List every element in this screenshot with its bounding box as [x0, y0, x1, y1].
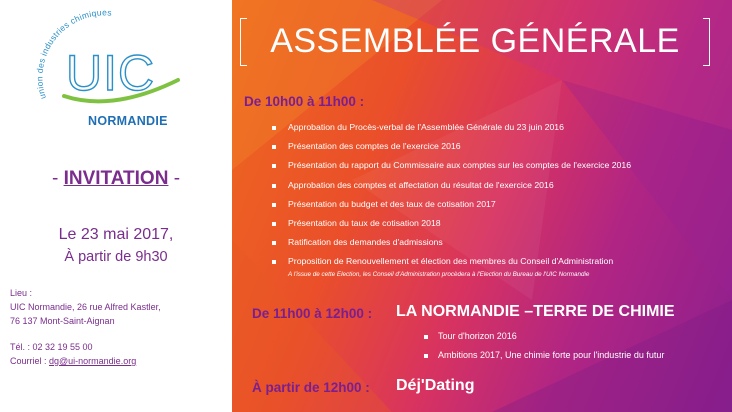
- left-panel: [0, 0, 232, 412]
- block2-list: [422, 327, 664, 365]
- lieu-label: Lieu :: [10, 288, 33, 298]
- block3-title: Déj'Dating: [396, 377, 475, 394]
- election-note: A l'issue de cette Election, les Conseil d'Administration procèdera à l'Election du Bureau de l'UIC Normandie: [288, 271, 590, 278]
- logo-region: NORMANDIE: [88, 114, 168, 128]
- agenda-title: ASSEMBLÉE GÉNÉRALE: [270, 22, 680, 60]
- title-frame: [240, 18, 710, 66]
- block3-time: À partir de 12h00 :: [252, 380, 370, 395]
- list-item: Approbation du Procès-verbal de l'Assemblée Générale du 23 juin 2016: [270, 118, 631, 137]
- list-item: Approbation des comptes et affectation du résultat de l'exercice 2016: [270, 176, 631, 195]
- phone: Tél. : 02 32 19 55 00: [10, 342, 93, 352]
- invitation-prefix: -: [51, 168, 64, 189]
- block2-title: LA NORMANDIE –TERRE DE CHIMIE: [396, 303, 675, 320]
- uic-logo: [18, 6, 208, 130]
- logo-letters: UIC: [66, 45, 156, 101]
- list-item: Ratification des demandes d'admissions: [270, 233, 631, 252]
- invitation-heading: [0, 168, 232, 190]
- event-date: Le 23 mai 2017,: [58, 226, 174, 243]
- address-line1: UIC Normandie, 26 rue Alfred Kastler,: [10, 302, 161, 312]
- invitation-suffix: -: [168, 168, 181, 189]
- email-link[interactable]: dg@ui-normandie.org: [49, 356, 137, 366]
- venue-info: [10, 286, 161, 368]
- list-item: Proposition de Renouvellement et élection des membres du Conseil d'Administration: [270, 252, 631, 271]
- block1-list: [270, 118, 631, 272]
- list-item: Présentation du taux de cotisation 2018: [270, 214, 631, 233]
- address-line2: 76 137 Mont-Saint-Aignan: [10, 316, 115, 326]
- list-item: Présentation du rapport du Commissaire aux comptes sur les comptes de l'exercice 2016: [270, 156, 631, 175]
- block2-time: De 11h00 à 12h00 :: [252, 306, 373, 321]
- email-line: [10, 354, 161, 368]
- block1-time: De 10h00 à 11h00 :: [244, 94, 365, 109]
- list-item: Présentation des comptes de l'exercice 2016: [270, 137, 631, 156]
- courriel-label: Courriel :: [10, 356, 50, 366]
- invitation-word: INVITATION: [63, 168, 169, 189]
- list-item: Tour d'horizon 2016: [422, 327, 664, 346]
- agenda-panel: [232, 0, 732, 412]
- list-item: Ambitions 2017, Une chimie forte pour l'industrie du futur: [422, 346, 664, 365]
- list-item: Présentation du budget et des taux de cotisation 2017: [270, 195, 631, 214]
- event-start-time: À partir de 9h30: [64, 249, 168, 265]
- logo-arc-text: union des industries chimiques: [34, 7, 113, 101]
